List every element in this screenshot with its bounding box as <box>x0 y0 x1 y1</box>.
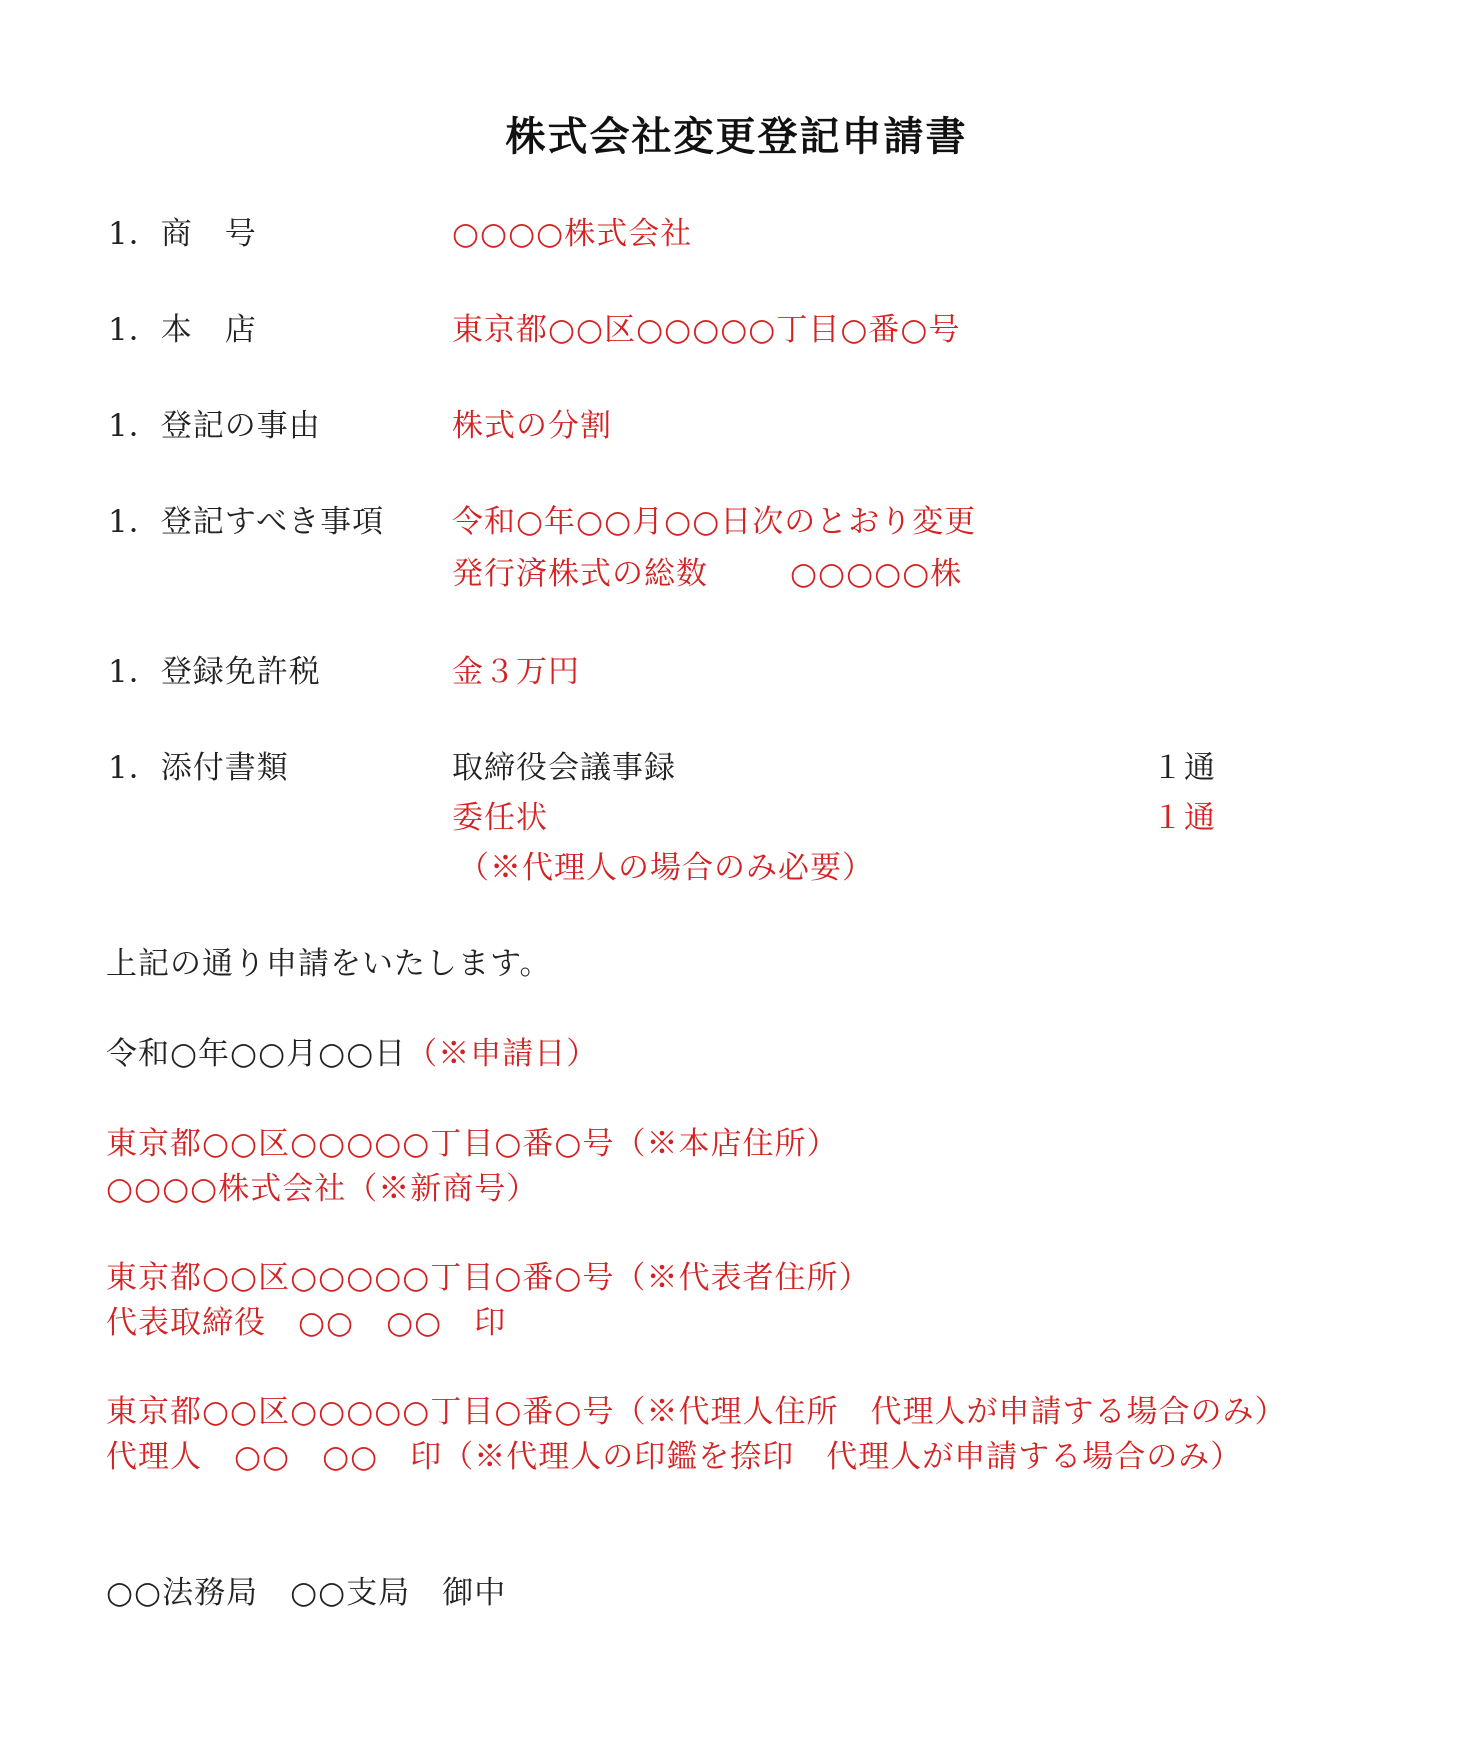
item-label-registration-tax: 1．登録免許税 <box>108 654 321 690</box>
item-label-attachments: 1．添付書類 <box>108 750 289 786</box>
attachment-name: 委任状 <box>452 800 548 836</box>
company-name: ○○○○株式会社（※新商号） <box>106 1171 539 1207</box>
application-date-note: （※申請日） <box>406 1036 599 1072</box>
attachment-count: １通 <box>1152 800 1216 836</box>
agent-name: 代理人 ○○ ○○ 印（※代理人の印鑑を捺印 代理人が申請する場合のみ） <box>106 1439 1243 1475</box>
item-value-trade-name: ○○○○株式会社 <box>452 216 693 252</box>
item-label-matters: 1．登記すべき事項 <box>108 504 385 540</box>
addressee: ○○法務局 ○○支局 御中 <box>106 1575 507 1611</box>
representative-name: 代表取締役 ○○ ○○ 印 <box>106 1305 507 1341</box>
attachment-count: １通 <box>1152 750 1216 786</box>
item-label-head-office: 1．本 店 <box>108 312 257 348</box>
document-title: 株式会社変更登記申請書 <box>505 114 968 160</box>
date-line <box>106 1034 598 1074</box>
item-value-registration-tax: 金３万円 <box>452 654 580 690</box>
item-value-reason: 株式の分割 <box>452 408 612 444</box>
statement-text: 上記の通り申請をいたします。 <box>106 946 552 982</box>
company-address: 東京都○○区○○○○○丁目○番○号（※本店住所） <box>106 1126 839 1162</box>
item-value-matters: 令和○年○○月○○日次のとおり変更 <box>452 504 977 540</box>
attachment-note: （※代理人の場合のみ必要） <box>458 850 874 886</box>
representative-address: 東京都○○区○○○○○丁目○番○号（※代表者住所） <box>106 1260 871 1296</box>
attachment-name: 取締役会議事録 <box>452 750 676 786</box>
agent-address: 東京都○○区○○○○○丁目○番○号（※代理人住所 代理人が申請する場合のみ） <box>106 1394 1287 1430</box>
application-date: 令和○年○○月○○日 <box>106 1036 407 1072</box>
item-value-matters-line2-left: 発行済株式の総数 <box>452 556 708 592</box>
item-value-head-office: 東京都○○区○○○○○丁目○番○号 <box>452 312 961 348</box>
item-label-trade-name: 1．商 号 <box>108 216 257 252</box>
item-label-reason: 1．登記の事由 <box>108 408 321 444</box>
item-value-matters-line2-right: ○○○○○株 <box>790 556 963 592</box>
